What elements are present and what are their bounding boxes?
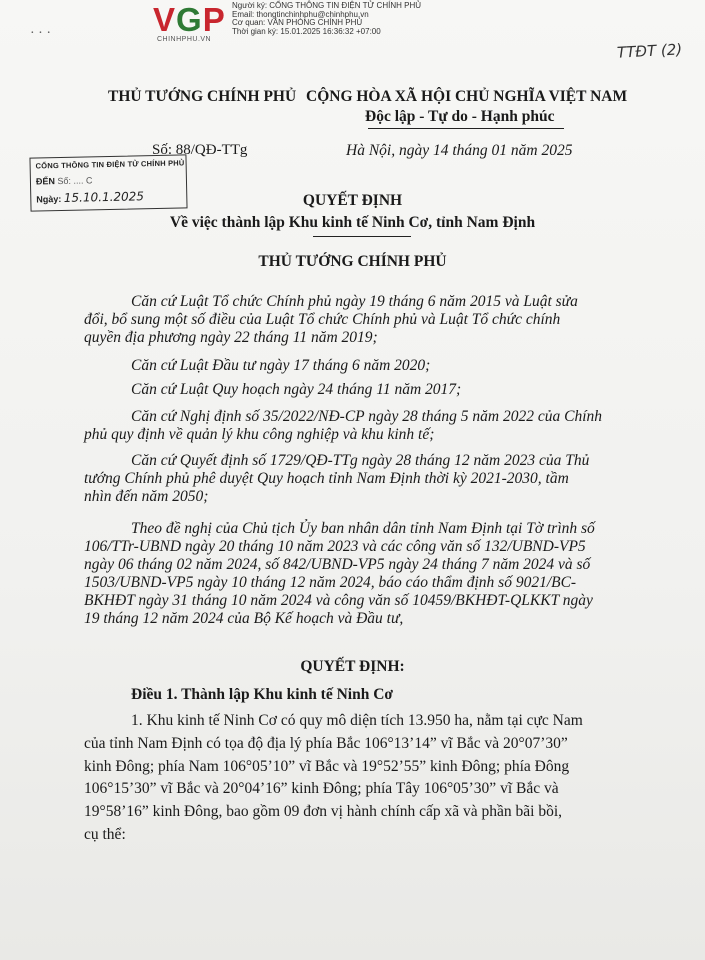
decision-subtitle: Về việc thành lập Khu kinh tế Ninh Cơ, tỉnh Nam Định	[169, 214, 536, 231]
handwritten-mark: TTĐT (2)	[616, 40, 683, 62]
authority-heading: THỦ TƯỚNG CHÍNH PHỦ	[258, 253, 447, 270]
motto-underline	[368, 128, 564, 129]
signature-agency: Cơ quan: VĂN PHÒNG CHÍNH PHỦ	[232, 18, 363, 28]
stamp-date-value: 15.10.1.2025	[63, 189, 145, 205]
stamp-received-row	[36, 175, 93, 186]
document-date: Hà Nội, ngày 14 tháng 01 năm 2025	[346, 142, 573, 159]
signature-signer: Người ký: CỔNG THÔNG TIN ĐIỆN TỬ CHÍNH PHỦ	[232, 1, 422, 10]
preamble-paragraph-4: Căn cứ Nghị định số 35/2022/NĐ-CP ngày 28 tháng 5 năm 2022 của Chính phủ quy định về quản lý khu công nghiệp và khu kinh tế;	[84, 408, 603, 443]
digital-signature-info	[232, 2, 421, 36]
stamp-title: CỔNG THÔNG TIN ĐIỆN TỬ CHÍNH PHỦ	[35, 158, 185, 171]
document-number: Số: 88/QĐ-TTg	[152, 142, 248, 158]
subtitle-underline	[313, 236, 411, 237]
signature-email: Email: thongtinchinhphu@chinhphu.vn	[232, 9, 369, 19]
preamble-paragraph-2: Căn cứ Luật Đầu tư ngày 17 tháng 6 năm 2020;	[131, 357, 431, 374]
preamble-paragraph-1: Căn cứ Luật Tổ chức Chính phủ ngày 19 tháng 6 năm 2015 và Luật sửa đổi, bổ sung một số điều của Luật Tổ chức Chính phủ và Luật Tổ chức chính quyền địa phương ngày 22 tháng 11 năm 2019;	[84, 293, 578, 346]
stamp-date-label: Ngày:	[36, 193, 62, 205]
article-1-body: 1. Khu kinh tế Ninh Cơ có quy mô diện tích 13.950 ha, nằm tại cực Nam của tỉnh Nam Định có tọa độ địa lý phía Bắc 106°13’14” vĩ Bắc và 20°07’30” kinh Đông; phía Nam 106°05’10” vĩ Bắc và 19°52’55” kinh Đông; phía Đông 106°15’30” vĩ Bắc và 20°04’16” kinh Đông; phía Tây 106°05’30” vĩ Bắc và 19°58’16” kinh Đông, bao gồm 09 đơn vị hành chính cấp xã và phần bãi bồi, cụ thể:	[84, 712, 583, 843]
national-motto: Độc lập - Tự do - Hạnh phúc	[365, 108, 555, 125]
stamp-received-label: ĐẾN	[35, 176, 56, 187]
signature-time: Thời gian ký: 15.01.2025 16:36:32 +07:00	[232, 26, 381, 36]
preamble-paragraph-5: Căn cứ Quyết định số 1729/QĐ-TTg ngày 28 tháng 12 năm 2023 của Thủ tướng Chính phủ phê duyệt Quy hoạch tỉnh Nam Định thời kỳ 2021-2030, tầm nhìn đến năm 2050;	[84, 452, 590, 505]
stamp-received-number: Số: .... C	[57, 175, 93, 187]
preamble-paragraph-3: Căn cứ Luật Quy hoạch ngày 24 tháng 11 năm 2017;	[131, 381, 462, 398]
preamble-paragraph-6: Theo đề nghị của Chủ tịch Ủy ban nhân dân tỉnh Nam Định tại Tờ trình số 106/TTr-UBND ngày 20 tháng 10 năm 2023 và các công văn số 132/UBND-VP5 ngày 06 tháng 02 năm 2024, số 842/UBND-VP5 ngày 24 tháng 7 năm 2024 và số 1503/UBND-VP5 ngày 10 tháng 12 năm 2024, báo cáo thẩm định số 9021/BC- BKHĐT ngày 31 tháng 10 năm 2024 và công văn số 10459/BKHĐT-QLKKT ngày 19 tháng 12 năm 2024 của Bộ Kế hoạch và Đầu tư,	[84, 520, 595, 627]
decision-title: QUYẾT ĐỊNH	[302, 192, 403, 209]
nation-name: CỘNG HÒA XÃ HỘI CHỦ NGHĨA VIỆT NAM	[306, 88, 628, 105]
issuer-name: THỦ TƯỚNG CHÍNH PHỦ	[108, 88, 297, 105]
vgp-logo: VGP	[153, 1, 226, 38]
article-1-title: Điều 1. Thành lập Khu kinh tế Ninh Cơ	[131, 686, 393, 703]
decision-heading: QUYẾT ĐỊNH:	[300, 658, 405, 675]
vgp-logo-subtext: CHINHPHU.VN	[157, 36, 212, 43]
scan-specks: · · ·	[30, 26, 51, 41]
